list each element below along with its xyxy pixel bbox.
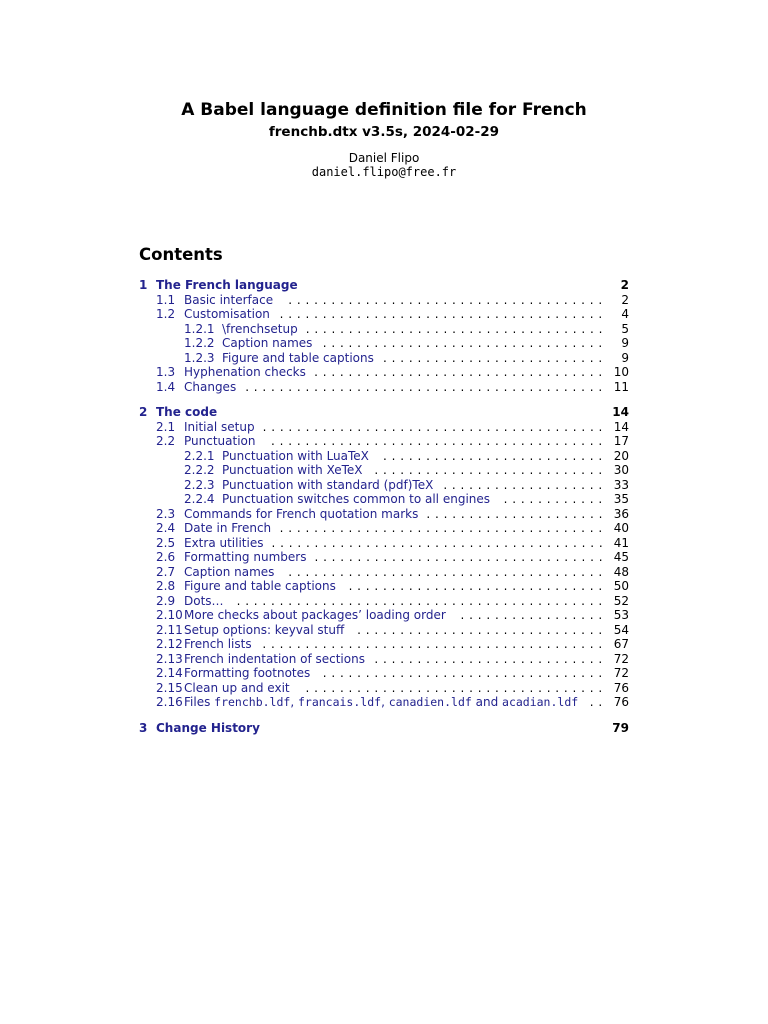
toc-entry-title: Caption names — [184, 564, 275, 579]
toc-leader-dots: ........................... — [374, 463, 607, 477]
toc-entry-title: Punctuation switches common to all engines — [222, 492, 491, 506]
toc-entry[interactable] — [139, 405, 629, 420]
toc-entry-page: 79 — [612, 720, 629, 735]
toc-entry-number: 2.2.1 — [184, 448, 215, 463]
toc-leader-dots: ........................................ — [262, 419, 607, 434]
toc-entry[interactable] — [139, 507, 629, 522]
toc-entry-number: 2.12 — [156, 637, 183, 651]
toc-entry-page: 33 — [613, 477, 629, 492]
toc-entry-title: Changes — [184, 379, 237, 394]
toc-entry-page: 36 — [613, 506, 629, 521]
toc-entry-page: 48 — [613, 564, 629, 579]
toc-entry[interactable] — [139, 623, 629, 638]
toc-entry-number: 2.5 — [156, 535, 176, 550]
toc-leader-dots: .......................... — [383, 350, 607, 365]
toc-entry-title: Formatting numbers — [184, 550, 307, 564]
toc-entry[interactable] — [139, 608, 629, 623]
toc-entry[interactable] — [139, 721, 629, 736]
toc-leader-dots: ................................... — [305, 321, 607, 336]
toc-entry-title: \frenchsetup — [222, 321, 298, 336]
toc-leader-dots: ................. — [460, 608, 607, 622]
toc-entry-title-part: , — [290, 695, 298, 709]
toc-entry-number: 2.14 — [156, 666, 183, 680]
toc-entry[interactable] — [139, 380, 629, 395]
toc-entry-number: 2.7 — [156, 564, 176, 579]
toc-entry-title — [184, 695, 578, 710]
toc-entry-page: 2 — [621, 292, 629, 307]
toc-leader-dots: ............................. — [357, 622, 607, 637]
toc-entry-page: 17 — [613, 434, 629, 448]
toc-entry[interactable] — [139, 492, 629, 507]
toc-entry-title: The French language — [156, 278, 298, 292]
toc-leader-dots: ........................... — [374, 651, 607, 666]
toc-entry-number: 2.2.3 — [184, 477, 215, 492]
toc-entry[interactable] — [139, 695, 629, 710]
toc-entry-title: Initial setup — [184, 419, 255, 434]
toc-entry-page: 35 — [613, 492, 629, 506]
toc-leader-dots: ..................................... — [288, 292, 607, 307]
author-name: Daniel Flipo — [348, 151, 420, 165]
toc-entry-page: 76 — [613, 680, 629, 695]
contents-heading: Contents — [139, 245, 223, 264]
toc-leader-dots: ................... — [443, 477, 607, 492]
toc-leader-dots: ...................................... — [279, 307, 607, 321]
toc-leader-dots: ................................. — [322, 666, 607, 680]
toc-entry-title: Punctuation with standard (pdf)TeX — [222, 477, 434, 492]
toc-entry-page: 41 — [613, 535, 629, 550]
toc-entry-title-part: canadien.ldf — [388, 695, 472, 709]
toc-entry-number: 3 — [139, 720, 148, 735]
toc-entry-title: Clean up and exit — [184, 680, 290, 695]
toc-leader-dots: ................................. — [322, 336, 607, 350]
toc-entry-title-part: , — [381, 695, 389, 709]
toc-entry-number: 2.9 — [156, 593, 176, 608]
toc-entry-page: 52 — [613, 593, 629, 608]
toc-entry-page: 14 — [613, 419, 629, 434]
toc-entry[interactable] — [139, 278, 629, 293]
toc-leader-dots: ...................................... — [279, 521, 607, 535]
toc-entry[interactable] — [139, 550, 629, 565]
toc-entry-page: 40 — [613, 521, 629, 535]
toc-entry-number: 1.2.2 — [184, 336, 215, 350]
toc-entry-number: 2.1 — [156, 419, 176, 434]
toc-entry-page: 50 — [613, 579, 629, 593]
toc-entry-number: 1.1 — [156, 292, 176, 307]
author-email[interactable]: daniel.flipo@free.fr — [311, 165, 457, 179]
toc-entry-number: 2.2 — [156, 434, 176, 448]
toc-entry-number: 1.2.3 — [184, 350, 215, 365]
toc-entry-title-part: frenchb.ldf — [214, 695, 291, 709]
toc-entry-page: 20 — [613, 448, 629, 463]
toc-entry-title: Figure and table captions — [222, 350, 374, 365]
toc-entry-page: 11 — [613, 379, 629, 394]
toc-entry-title-part: and — [471, 695, 503, 709]
toc-entry[interactable] — [139, 579, 629, 594]
toc-leader-dots: .. — [589, 695, 607, 709]
toc-entry[interactable] — [139, 449, 629, 464]
toc-entry-number: 2 — [139, 405, 148, 419]
toc-leader-dots: .......................................... — [245, 379, 607, 394]
toc-entry-title: Caption names — [222, 336, 313, 350]
toc-entry[interactable] — [139, 521, 629, 536]
toc-entry-number: 2.16 — [156, 695, 183, 709]
toc-entry-page: 72 — [613, 651, 629, 666]
toc-entry-title: Setup options: keyval stuff — [184, 622, 345, 637]
toc-leader-dots: .................................. — [314, 365, 607, 379]
toc-entry-title: Punctuation with LuaTeX — [222, 448, 369, 463]
toc-entry-page: 14 — [612, 405, 629, 419]
toc-entry[interactable] — [139, 594, 629, 609]
toc-entry-number: 2.13 — [156, 651, 183, 666]
toc-leader-dots: ................................... — [305, 680, 607, 695]
toc-entry-page: 2 — [620, 278, 629, 292]
toc-entry-number: 2.8 — [156, 579, 176, 593]
toc-entry[interactable] — [139, 463, 629, 478]
toc-entry-page: 67 — [613, 637, 629, 651]
toc-entry-number: 2.11 — [156, 622, 183, 637]
toc-entry-page: 9 — [621, 336, 629, 350]
toc-entry[interactable] — [139, 351, 629, 366]
toc-entry-title-part: acadian.ldf — [502, 695, 579, 709]
toc-entry-number: 2.10 — [156, 608, 183, 622]
toc-entry-title: Change History — [156, 720, 260, 735]
toc-entry-number: 2.2.4 — [184, 492, 215, 506]
toc-entry-title-part: francais.ldf — [297, 695, 382, 709]
toc-entry[interactable] — [139, 322, 629, 337]
toc-entry-page: 72 — [613, 666, 629, 680]
toc-entry[interactable] — [139, 666, 629, 681]
toc-entry-number: 1.2.1 — [184, 321, 215, 336]
toc-entry[interactable] — [139, 536, 629, 551]
toc-entry-title: Hyphenation checks — [184, 365, 306, 379]
toc-entry-title: Formatting footnotes — [184, 666, 311, 680]
toc-entry-number: 2.2.2 — [184, 463, 215, 477]
toc-entry-page: 53 — [613, 608, 629, 622]
toc-entry[interactable] — [139, 637, 629, 652]
toc-entry-number: 1.3 — [156, 365, 176, 379]
toc-entry[interactable] — [139, 434, 629, 449]
toc-entry-page: 4 — [621, 307, 629, 321]
toc-entry-title: Extra utilities — [184, 535, 264, 550]
toc-leader-dots: ........................................... — [236, 593, 607, 608]
toc-leader-dots: ....................................... — [271, 535, 607, 550]
toc-entry-title: Punctuation — [184, 434, 256, 448]
toc-entry-title: French indentation of sections — [184, 651, 365, 666]
toc-entry-number: 1.2 — [156, 307, 176, 321]
document-subtitle: frenchb.dtx v3.5s, 2024-02-29 — [268, 124, 500, 140]
toc-entry-page: 76 — [613, 695, 629, 709]
toc-leader-dots: ..................... — [426, 506, 607, 521]
toc-leader-dots: .............................. — [348, 579, 607, 593]
toc-entry-title: Date in French — [184, 521, 272, 535]
toc-entry[interactable] — [139, 420, 629, 435]
toc-entry[interactable] — [139, 565, 629, 580]
toc-entry[interactable] — [139, 307, 629, 322]
toc-entry[interactable] — [139, 478, 629, 493]
toc-leader-dots: .................................. — [314, 550, 607, 564]
document-title: A Babel language definition file for French — [181, 100, 587, 120]
toc-entry-title-part: Files — [184, 695, 215, 709]
toc-leader-dots: ............ — [503, 492, 607, 506]
toc-entry[interactable] — [139, 652, 629, 667]
toc-entry-page: 30 — [613, 463, 629, 477]
toc-entry-title: Customisation — [184, 307, 270, 321]
toc-entry-page: 5 — [621, 321, 629, 336]
toc-entry-title: Dots… — [184, 593, 224, 608]
toc-entry-number: 1 — [139, 278, 148, 292]
toc-entry[interactable] — [139, 336, 629, 351]
toc-entry-title: Figure and table captions — [184, 579, 336, 593]
toc-entry-page: 45 — [613, 550, 629, 564]
toc-entry-title: French lists — [184, 637, 252, 651]
toc-leader-dots: ..................................... — [288, 564, 607, 579]
toc-leader-dots: ....................................... — [271, 434, 607, 448]
toc-leader-dots: ........................................ — [262, 637, 607, 651]
toc-entry-page: 9 — [621, 350, 629, 365]
toc-entry-title: The code — [156, 405, 218, 419]
toc-entry-title: Basic interface — [184, 292, 274, 307]
toc-entry-number: 2.15 — [156, 680, 183, 695]
toc-entry[interactable] — [139, 365, 629, 380]
toc-entry[interactable] — [139, 293, 629, 308]
toc-leader-dots: .......................... — [383, 448, 607, 463]
toc-entry-title: Punctuation with XeTeX — [222, 463, 363, 477]
toc-entry-title: More checks about packages’ loading order — [184, 608, 446, 622]
toc-entry-number: 2.4 — [156, 521, 176, 535]
toc-entry-page: 10 — [613, 365, 629, 379]
toc-entry[interactable] — [139, 681, 629, 696]
toc-entry-number: 1.4 — [156, 379, 176, 394]
toc-entry-title: Commands for French quotation marks — [184, 506, 419, 521]
toc-entry-number: 2.6 — [156, 550, 176, 564]
toc-entry-number: 2.3 — [156, 506, 176, 521]
toc-entry-page: 54 — [613, 622, 629, 637]
